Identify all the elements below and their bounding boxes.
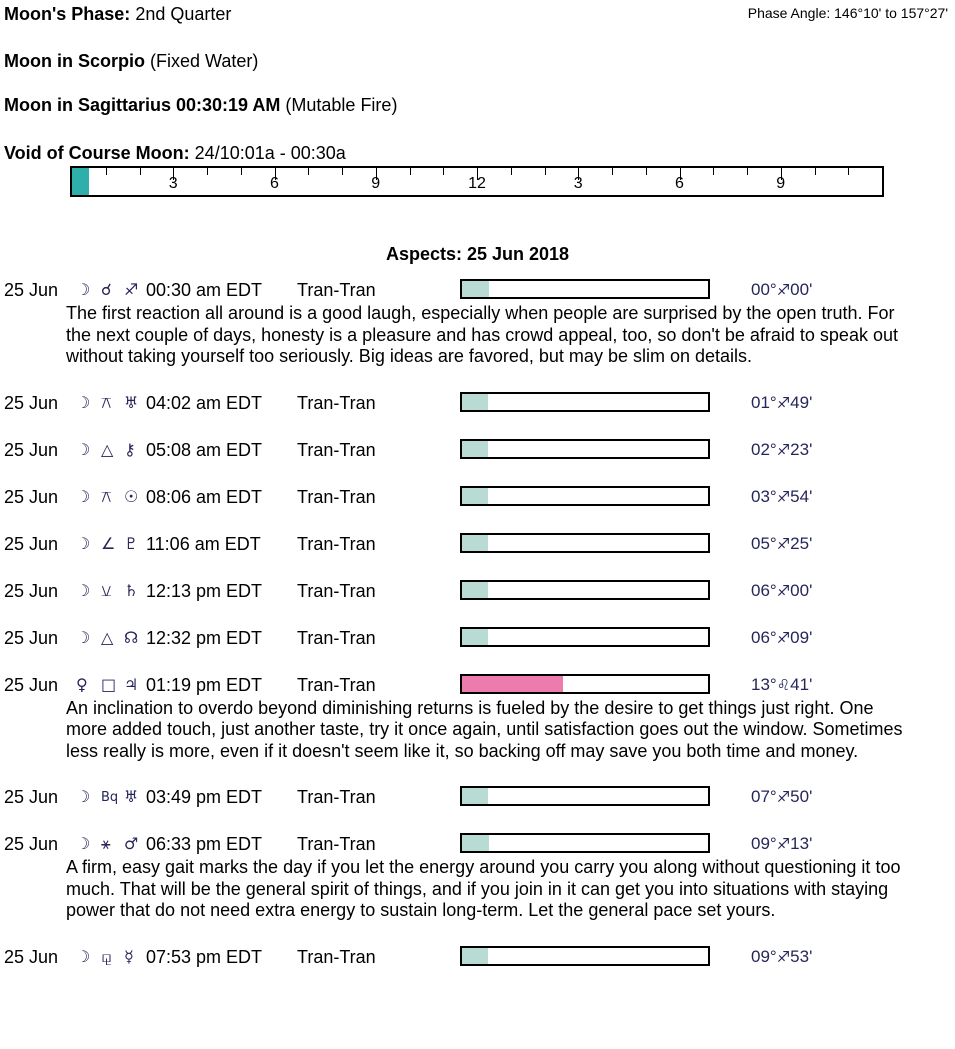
aspect-date: 25 Jun: [4, 280, 59, 300]
void-of-course-label: Void of Course Moon:: [4, 143, 190, 163]
aspect-type: Tran-Tran: [297, 533, 376, 554]
moon-symbol: ☽: [76, 280, 91, 299]
aspect-block: [0, 579, 955, 603]
aspect-bar-fill: [462, 535, 488, 551]
sextile-symbol: ⚹: [101, 834, 111, 853]
timeline-hour-label: 9: [776, 175, 786, 192]
void-of-course-value: 24/10:01a - 00:30a: [194, 143, 346, 163]
moon-symbol: ☽: [76, 834, 91, 853]
aspect-row: [0, 391, 955, 415]
sagittarius-symbol: ♐: [776, 788, 791, 806]
trine-symbol: △: [101, 439, 114, 459]
minute-value: 09': [790, 627, 813, 647]
aspect-block: [0, 626, 955, 650]
moon-symbol: ☽: [76, 533, 91, 553]
aspect-block: [0, 485, 955, 509]
saturn-symbol: ♄: [124, 580, 139, 600]
aspect-row: [0, 673, 955, 697]
aspect-orb-bar: [460, 833, 710, 853]
degree-value: 00°: [751, 280, 777, 299]
aspect-time: 08:06 am EDT: [146, 486, 263, 507]
timeline-tick: [545, 168, 546, 175]
aspects-title: Aspects: 25 Jun 2018: [385, 244, 570, 264]
uranus-symbol: ♅: [124, 392, 139, 412]
timeline-tick: [713, 168, 714, 175]
aspect-orb-bar: [460, 946, 710, 966]
timeline-hour-label: 6: [675, 175, 684, 192]
minute-value: 53': [790, 946, 813, 966]
moon-symbol: ☽: [76, 392, 91, 412]
aspect-position: [751, 391, 812, 415]
aspect-time: 11:06 am EDT: [146, 533, 261, 554]
minute-value: 41': [790, 674, 813, 694]
aspect-date: 25 Jun: [4, 392, 59, 413]
degree-value: 06°: [751, 580, 777, 600]
timeline-tick: [207, 168, 208, 175]
aspect-time: 03:49 pm EDT: [146, 787, 263, 807]
degree-value: 06°: [751, 627, 777, 647]
aspect-time: 01:19 pm EDT: [146, 674, 263, 695]
moon-symbol: ☽: [76, 486, 91, 506]
minute-value: 50': [790, 787, 813, 806]
moon-sign-line: [4, 49, 258, 73]
aspect-type: Tran-Tran: [297, 280, 376, 300]
timeline-tick: [747, 168, 748, 175]
aspect-type: Tran-Tran: [297, 627, 376, 648]
timeline-tick: [241, 168, 242, 175]
degree-value: 09°: [751, 946, 777, 966]
aspect-type: Tran-Tran: [297, 834, 376, 854]
aspect-block: [0, 945, 955, 969]
minute-value: 00': [790, 280, 813, 299]
timeline-tick: [815, 168, 816, 175]
aspect-date: 25 Jun: [4, 439, 59, 460]
minute-value: 23': [790, 439, 813, 459]
aspect-position: [751, 785, 812, 809]
aspect-bar-fill: [462, 629, 488, 645]
aspect-position: [751, 485, 812, 509]
moons-phase-line: [4, 2, 231, 26]
aspect-date: 25 Jun: [4, 674, 59, 695]
degree-value: 03°: [751, 486, 777, 506]
degree-value: 07°: [751, 787, 777, 806]
aspect-time: 06:33 pm EDT: [146, 834, 263, 854]
moon-ingress-line: [4, 93, 397, 117]
aspect-bar-fill: [462, 441, 488, 457]
degree-value: 01°: [751, 392, 777, 412]
minute-value: 49': [790, 392, 813, 412]
quincunx-symbol: ⚻: [101, 392, 112, 412]
aspect-bar-fill: [462, 948, 488, 964]
timeline-tick: [140, 168, 141, 175]
sagittarius-symbol: ♐: [776, 393, 791, 412]
aspect-position: [751, 579, 812, 603]
minute-value: 13': [790, 834, 813, 853]
moon-sign-value: Moon in Scorpio: [4, 51, 145, 71]
north-node-symbol: ☊: [124, 627, 139, 647]
aspect-time: 04:02 am EDT: [146, 392, 263, 413]
aspect-block: [0, 673, 955, 763]
timeline-hour-label: 3: [573, 175, 583, 192]
minute-value: 25': [790, 533, 813, 553]
aspect-date: 25 Jun: [4, 486, 59, 507]
degree-value: 09°: [751, 834, 777, 853]
aspect-description: The first reaction all around is a good laugh, especially when people are surprised by the open truth. For the next couple of days, honesty is a pleasure and has crowd appeal, too, so don't be afraid to speak out without taking yourself too seriously. Big ideas are favored, but may be slim on details.: [66, 303, 898, 366]
aspect-bar-fill: [462, 488, 488, 504]
sagittarius-symbol: ♐: [776, 281, 791, 299]
sagittarius-symbol: ♐: [776, 947, 791, 966]
timeline-tick: [342, 168, 343, 175]
aspect-bar-fill: [462, 788, 488, 804]
aspect-bar-fill: [462, 281, 489, 297]
moon-ingress-value: Moon in Sagittarius 00:30:19 AM: [4, 95, 281, 115]
aspect-type: Tran-Tran: [297, 674, 376, 695]
aspect-block: [0, 391, 955, 415]
aspect-position: [751, 673, 812, 697]
aspect-description: An inclination to overdo beyond diminishing returns is fueled by the desire to get things just right. One more added touch, just another taste, try it once again, until satisfaction goes out the window. Sometimes less really is more, even if it doesn't seem like it, so backing off may save you both time and money.: [66, 697, 903, 761]
timeline-tick: [410, 168, 411, 175]
moon-symbol: ☽: [76, 787, 91, 806]
aspect-orb-bar: [460, 627, 710, 647]
aspect-time: 07:53 pm EDT: [146, 946, 263, 967]
aspect-orb-bar: [460, 279, 710, 299]
aspect-row: [0, 579, 955, 603]
timeline-tick: [308, 168, 309, 175]
timeline-hour-label: 3: [168, 175, 178, 192]
timeline-tick: [848, 168, 849, 175]
quincunx-symbol: ⚻: [101, 486, 112, 506]
semisquare-symbol: ∠: [101, 533, 116, 553]
aspect-row: [0, 438, 955, 462]
void-of-course-line: [4, 141, 346, 165]
aspect-date: 25 Jun: [4, 787, 59, 807]
aspect-date: 25 Jun: [4, 946, 59, 967]
phase-angle: Phase Angle: 146°10' to 157°27': [747, 5, 948, 21]
aspect-row: [0, 532, 955, 556]
uranus-symbol: ♅: [124, 787, 139, 806]
aspect-position: [751, 532, 812, 556]
timeline-tick: [106, 168, 107, 175]
aspect-row: [0, 832, 955, 856]
timeline-bar: [70, 166, 884, 197]
sagittarius-symbol: ♐: [124, 280, 139, 299]
aspect-orb-bar: [460, 674, 710, 694]
moon-sign-element: (Fixed Water): [150, 51, 259, 71]
moons-phase-value: 2nd Quarter: [135, 4, 232, 24]
aspect-position: [751, 832, 812, 856]
aspect-row: [0, 485, 955, 509]
timeline-tick: [443, 168, 444, 175]
sagittarius-symbol: ♐: [776, 534, 791, 553]
sun-symbol: ☉: [124, 486, 139, 506]
voc-fill-segment: [72, 168, 89, 195]
minute-value: 54': [790, 486, 813, 506]
jupiter-symbol: ♃: [124, 674, 139, 694]
aspect-description: A firm, easy gait marks the day if you let the energy around you carry you along without questioning it too much. That will be the general spirit of things, and if you join in it can get you into situations with staying power that do not need extra energy to sustain long-term. Let the general pace set yours.: [66, 857, 901, 920]
aspect-position: [751, 626, 812, 650]
moons-phase-label: Moon's Phase:: [4, 4, 131, 24]
aspect-row: [0, 278, 955, 302]
aspect-time: 05:08 am EDT: [146, 439, 263, 460]
timeline-hour-label: 12: [468, 175, 486, 192]
sesquiquadrate-symbol: ⚼: [101, 946, 113, 966]
sagittarius-symbol: ♐: [776, 628, 791, 647]
timeline-hour-label: 6: [270, 175, 279, 192]
timeline-tick: [612, 168, 613, 175]
moon-symbol: ☽: [76, 627, 91, 647]
mars-symbol: ♂: [124, 834, 139, 853]
aspect-bar-fill: [462, 582, 488, 598]
pluto-symbol: ♇: [124, 533, 139, 553]
aspect-orb-bar: [460, 486, 710, 506]
minute-value: 00': [790, 580, 813, 600]
semisextile-symbol: ⚺: [101, 580, 112, 600]
mercury-symbol: ☿: [124, 946, 134, 966]
degree-value: 05°: [751, 533, 777, 553]
aspect-type: Tran-Tran: [297, 439, 376, 460]
moon-symbol: ☽: [76, 580, 91, 600]
aspect-row: [0, 626, 955, 650]
chiron-symbol: ⚷: [124, 439, 136, 459]
timeline-tick: [646, 168, 647, 175]
aspect-date: 25 Jun: [4, 580, 59, 601]
aspect-type: Tran-Tran: [297, 580, 376, 601]
sagittarius-symbol: ♐: [776, 487, 791, 506]
aspect-date: 25 Jun: [4, 533, 59, 554]
aspect-bar-fill: [462, 676, 563, 692]
moon-symbol: ☽: [76, 946, 91, 966]
sagittarius-symbol: ♐: [776, 581, 791, 600]
aspect-block: [0, 785, 955, 809]
aspect-date: 25 Jun: [4, 834, 59, 854]
sagittarius-symbol: ♐: [776, 835, 791, 853]
aspect-row: [0, 945, 955, 969]
timeline-tick: [511, 168, 512, 175]
aspect-orb-bar: [460, 786, 710, 806]
aspect-row: [0, 785, 955, 809]
aspect-time: 12:32 pm EDT: [146, 627, 263, 648]
biquintile-symbol: Bq: [101, 790, 119, 805]
timeline-hour-label: 9: [371, 175, 381, 192]
aspect-block: [0, 532, 955, 556]
leo-symbol: ♌: [776, 675, 791, 694]
degree-value: 02°: [751, 439, 777, 459]
aspect-type: Tran-Tran: [297, 392, 376, 413]
moon-symbol: ☽: [76, 439, 91, 459]
aspect-time: 00:30 am EDT: [146, 280, 263, 300]
aspect-orb-bar: [460, 580, 710, 600]
aspect-date: 25 Jun: [4, 627, 59, 648]
aspect-type: Tran-Tran: [297, 946, 376, 967]
moon-ingress-element: (Mutable Fire): [285, 95, 398, 115]
aspect-block: [0, 278, 955, 368]
aspect-position: [751, 438, 812, 462]
aspect-orb-bar: [460, 392, 710, 412]
degree-value: 13°: [751, 674, 777, 694]
square-symbol: □: [101, 674, 117, 694]
aspect-time: 12:13 pm EDT: [146, 580, 263, 601]
aspect-position: [751, 278, 812, 302]
conjunction-symbol: ☌: [101, 280, 112, 299]
sagittarius-symbol: ♐: [776, 440, 791, 459]
aspects-list: [0, 278, 955, 992]
aspect-orb-bar: [460, 439, 710, 459]
aspect-bar-fill: [462, 835, 489, 851]
trine-symbol: △: [101, 627, 114, 647]
aspect-type: Tran-Tran: [297, 787, 376, 807]
aspect-bar-fill: [462, 394, 488, 410]
aspect-block: [0, 832, 955, 922]
aspect-position: [751, 945, 812, 969]
aspect-orb-bar: [460, 533, 710, 553]
venus-symbol: ♀: [76, 674, 88, 694]
aspect-type: Tran-Tran: [297, 486, 376, 507]
aspect-block: [0, 438, 955, 462]
